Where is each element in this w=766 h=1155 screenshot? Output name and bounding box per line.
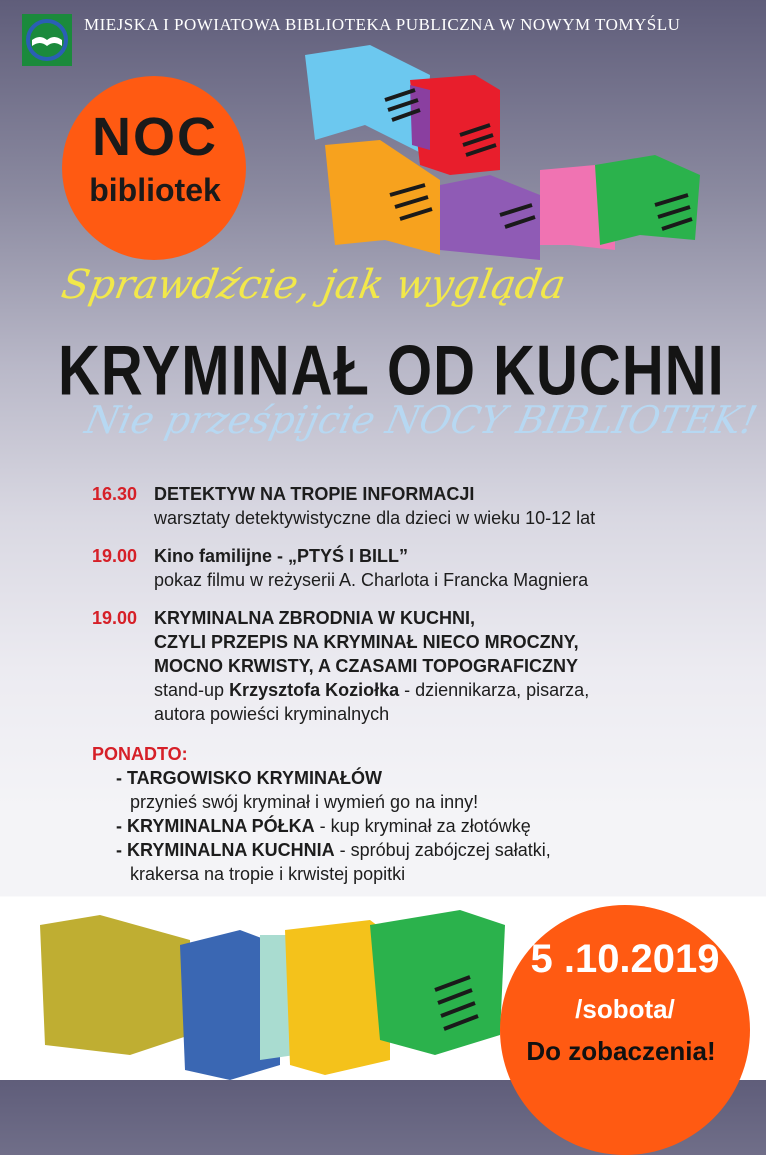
books-illustration-bottom [40,905,510,1080]
logo-noc-text: NOC [92,107,218,167]
event-title-line: KRYMINALNA ZBRODNIA W KUCHNI, [154,608,475,628]
book-olive [40,915,190,1055]
extra-item-desc: krakersa na tropie i krwistej popitki [130,864,406,884]
book-green [370,910,505,1055]
tagline-bottom: Nie prześpijcie NOCY BIBLIOTEK! [81,398,762,442]
event-day: /sobota/ [575,994,675,1024]
closing-text: Do zobaczenia! [526,1036,716,1066]
program-item [92,544,732,592]
event-time: 19.00 [92,608,138,628]
book-violet [440,175,540,260]
library-book-icon [22,14,72,66]
event-title-line: CZYLI PRZEPIS NA KRYMINAŁ NIECO MROCZNY, [154,632,579,652]
event-title: „PTYŚ I BILL” [288,546,409,566]
extras-section [92,742,732,886]
extra-item-desc: - spróbuj zabójczej sałatki, [334,840,551,860]
book-green [595,155,700,245]
extra-item-title: - KRYMINALNA PÓŁKA [116,816,315,836]
books-illustration-top [300,45,730,260]
tagline-top: Sprawdźcie, jak wygląda [57,262,569,308]
noc-bibliotek-logo [62,76,246,260]
extras-heading: PONADTO: [92,744,188,764]
program-item [92,482,732,530]
headline: KRYMINAŁ OD KUCHNI [58,331,725,411]
extra-item-title: - TARGOWISKO KRYMINAŁÓW [116,768,382,788]
detail-prefix: stand-up [154,680,230,700]
event-time: 16.30 [92,484,138,504]
event-title-line: MOCNO KRWISTY, A CZASAMI TOPOGRAFICZNY [154,656,579,676]
event-title-prefix: Kino familijne - [154,546,289,566]
book-purple-small [410,85,430,150]
event-detail: warsztaty detektywistyczne dla dzieci w wieku 10-12 lat [154,508,596,528]
event-detail [92,678,732,702]
program-item [92,606,732,726]
event-detail: pokaz filmu w reżyserii A. Charlota i Francka Magniera [154,570,589,590]
speaker-name: Krzysztofa Koziołka [229,680,400,700]
event-detail: autora powieści kryminalnych [154,704,390,724]
event-title: DETEKTYW NA TROPIE INFORMACJI [154,484,475,504]
extra-item-desc: - kup kryminał za złotówkę [314,816,531,836]
library-logo [22,14,72,66]
extra-item-desc: przynieś swój kryminał i wymień go na inny! [130,792,479,812]
event-date: 5 .10.2019 [530,937,720,981]
event-time: 19.00 [92,546,138,566]
program-list [92,482,732,740]
logo-bibliotek-text: bibliotek [89,172,221,208]
library-name: MIEJSKA I POWIATOWA BIBLIOTEKA PUBLICZNA W NOWYM TOMYŚLU [84,15,681,34]
extra-item-title: - KRYMINALNA KUCHNIA [116,840,335,860]
detail-suffix: - dziennikarza, pisarza, [399,680,590,700]
